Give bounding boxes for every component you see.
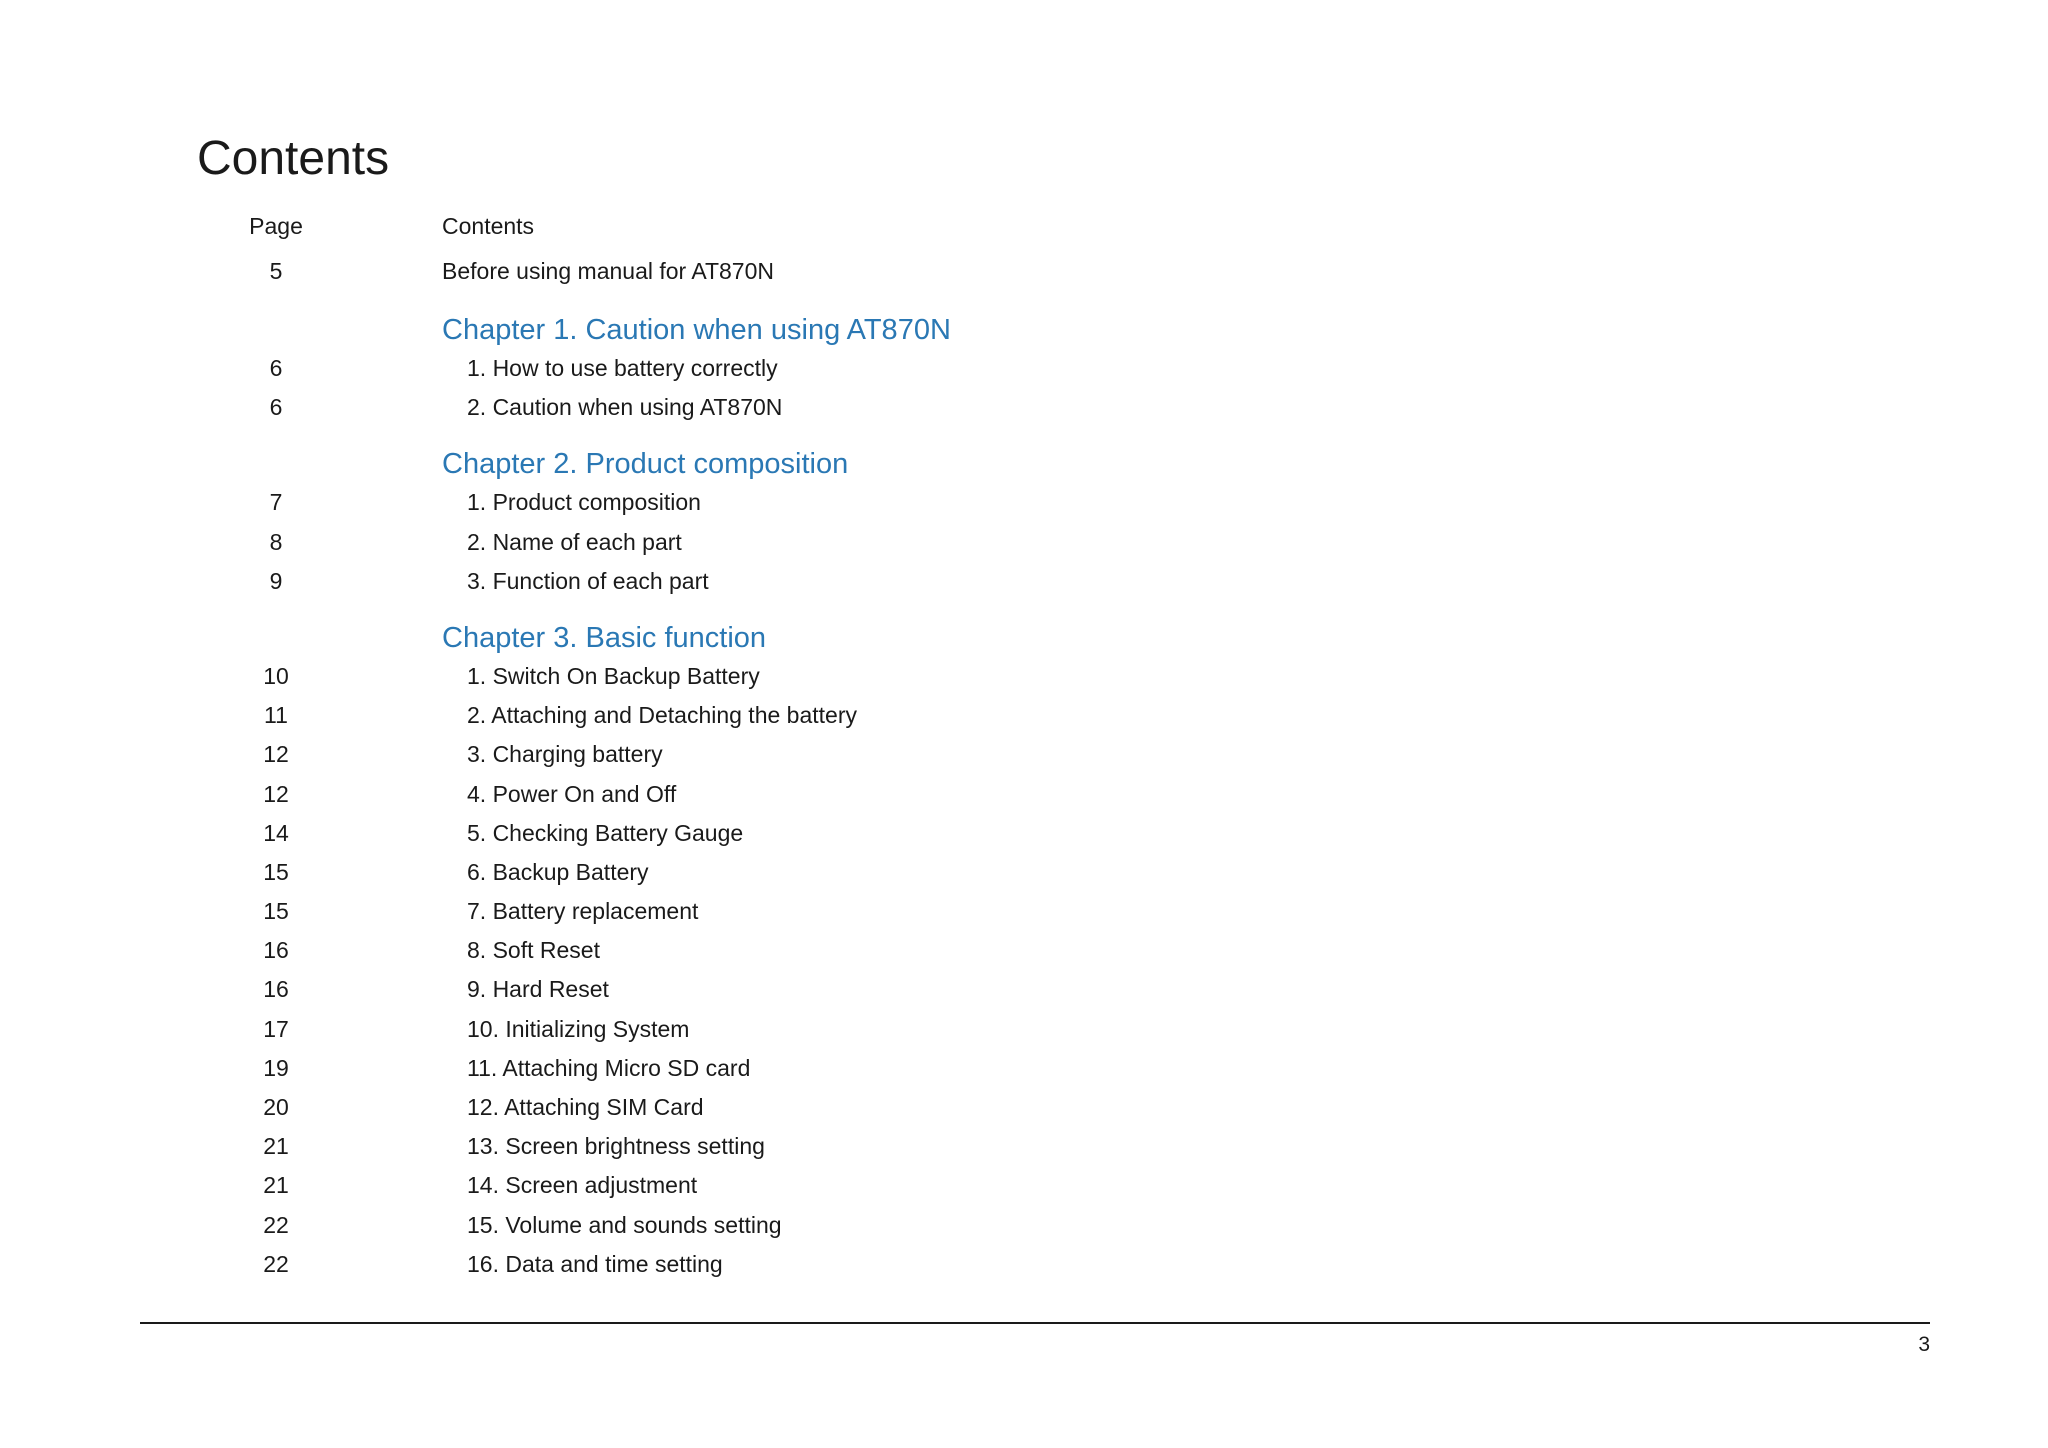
toc-page-number: 10	[263, 662, 289, 689]
toc-page-number: 6	[269, 394, 283, 421]
toc-page-number: 9	[269, 567, 283, 594]
toc-entry	[0, 696, 2048, 735]
toc-entry	[0, 483, 2048, 522]
toc-entry	[0, 523, 2048, 562]
toc-entry-title: 1. Switch On Backup Battery	[467, 662, 760, 689]
toc-page-number: 21	[263, 1133, 289, 1160]
toc-entry	[0, 814, 2048, 853]
toc-page-number: 15	[263, 858, 289, 885]
toc-entry	[0, 853, 2048, 892]
toc-page-number: 8	[269, 528, 283, 555]
toc-entry-title: 4. Power On and Off	[467, 780, 677, 807]
toc-page-number: 15	[263, 898, 289, 925]
toc-entry-title: 14. Screen adjustment	[467, 1172, 698, 1199]
page-title: Contents	[197, 132, 390, 185]
toc-page-number: 21	[263, 1172, 289, 1199]
toc-entry-title: 15. Volume and sounds setting	[467, 1211, 782, 1238]
chapter-title: Chapter 1. Caution when using AT870N	[442, 314, 951, 346]
toc-entry	[0, 1010, 2048, 1049]
toc-entry-title: Before using manual for AT870N	[442, 258, 774, 284]
toc-header-row	[0, 203, 2048, 249]
toc-entry	[0, 1088, 2048, 1127]
toc-chapter-heading	[0, 293, 2048, 349]
footer-divider	[140, 1322, 1930, 1324]
toc-entry	[0, 931, 2048, 970]
toc-entry-title: 7. Battery replacement	[467, 898, 699, 925]
page-number: 3	[1918, 1333, 1930, 1356]
toc-entry-title: 2. Attaching and Detaching the battery	[467, 702, 857, 729]
toc-entry-title: 3. Charging battery	[467, 741, 663, 768]
toc-page-number: 12	[263, 780, 289, 807]
toc-page-number: 16	[263, 976, 289, 1003]
toc-entry	[0, 388, 2048, 427]
toc-entry	[0, 1166, 2048, 1205]
toc-entry	[0, 349, 2048, 388]
toc-page-number: 20	[263, 1094, 289, 1120]
toc-page-number: 7	[269, 489, 283, 516]
contents-column-header: Contents	[442, 213, 535, 239]
toc-entry-title: 2. Caution when using AT870N	[467, 394, 783, 421]
toc-entry	[0, 1206, 2048, 1245]
toc-page-number: 12	[263, 741, 289, 768]
toc-entry-title: 10. Initializing System	[467, 1015, 690, 1042]
toc-entry	[0, 735, 2048, 774]
toc-entry	[0, 1245, 2048, 1284]
toc-entry	[0, 970, 2048, 1009]
toc-page-number: 11	[264, 702, 288, 729]
chapter-title: Chapter 2. Product composition	[442, 448, 849, 481]
toc-entry-title: 9. Hard Reset	[467, 976, 609, 1003]
toc-entry-title: 16. Data and time setting	[467, 1250, 723, 1277]
toc-page-number: 22	[263, 1250, 289, 1277]
toc-entry	[0, 657, 2048, 696]
toc-entry-title: 2. Name of each part	[467, 528, 682, 555]
toc-chapter-heading	[0, 601, 2048, 657]
toc-entry-title: 1. How to use battery correctly	[467, 355, 778, 381]
toc-entry	[0, 892, 2048, 931]
toc-entry-title: 6. Backup Battery	[467, 858, 649, 885]
toc-entry-title: 8. Soft Reset	[467, 937, 600, 964]
toc-page-number: 14	[263, 819, 289, 846]
page-column-header: Page	[249, 213, 303, 239]
toc-page-number: 22	[263, 1211, 289, 1238]
toc-entry-title: 11. Attaching Micro SD card	[467, 1054, 751, 1081]
toc-entry	[0, 1127, 2048, 1166]
toc-page-number: 6	[269, 355, 283, 381]
toc-page-number: 16	[263, 937, 289, 964]
toc-entry	[0, 775, 2048, 814]
toc-page-number: 19	[263, 1054, 289, 1081]
toc-entry	[0, 249, 2048, 293]
toc-entry-title: 3. Function of each part	[467, 567, 709, 594]
toc-entry	[0, 562, 2048, 601]
toc-page-number: 5	[269, 258, 283, 284]
table-of-contents	[0, 203, 2048, 1284]
toc-entry-title: 5. Checking Battery Gauge	[467, 819, 744, 846]
toc-page-number: 17	[263, 1015, 289, 1042]
chapter-title: Chapter 3. Basic function	[442, 621, 767, 654]
toc-entry-title: 12. Attaching SIM Card	[467, 1094, 704, 1120]
toc-entry	[0, 1049, 2048, 1088]
toc-chapter-heading	[0, 427, 2048, 483]
toc-entry-title: 1. Product composition	[467, 489, 701, 516]
toc-entry-title: 13. Screen brightness setting	[467, 1133, 765, 1160]
